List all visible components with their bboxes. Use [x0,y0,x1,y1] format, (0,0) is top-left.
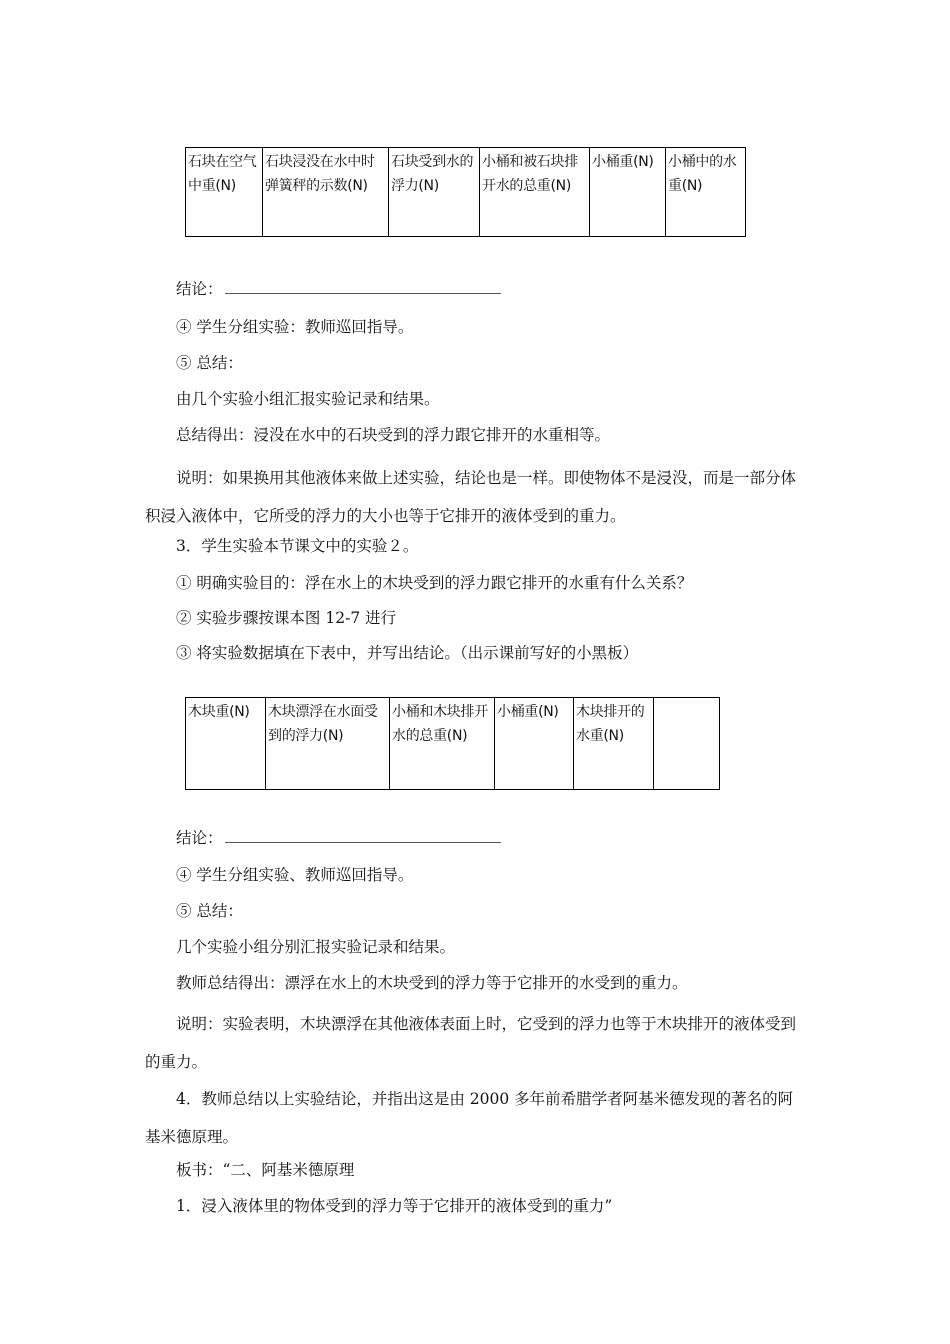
paragraph: 1．浸入液体里的物体受到的浮力等于它排开的液体受到的重力” [176,1197,613,1215]
paragraph: ⑤ 总结： [176,354,243,372]
conclusion-label: 结论： [176,280,223,298]
paragraph: ② 实验步骤按课本图 12-7 进行 [176,609,397,627]
table-header-cell: 木块漂浮在水面受到的浮力(N) [266,698,390,790]
paragraph: 3．学生实验本节课文中的实验２。 [176,537,419,555]
data-table-wood [185,697,720,790]
table-row [186,698,720,790]
paragraph: ⑤ 总结： [176,902,243,920]
paragraph: ③ 将实验数据填在下表中，并写出结论。（出示课前写好的小黑板） [176,644,639,662]
table-header-cell: 石块浸没在水中时弹簧秤的示数(N) [263,148,389,237]
conclusion-label: 结论： [176,829,223,847]
paragraph: ① 明确实验目的：浮在水上的木块受到的浮力跟它排开的水重有什么关系？ [176,574,693,592]
paragraph: 说明：实验表明，木块漂浮在其他液体表面上时，它受到的浮力也等于木块排开的液体受到的重力。 [145,1015,797,1071]
table-header-cell: 石块受到水的浮力(N) [389,148,480,237]
answer-blank [225,279,501,294]
paragraph: 4．教师总结以上实验结论，并指出这是由 2000 多年前希腊学者阿基米德发现的著名的阿基米德原理。 [145,1090,794,1146]
table-header-cell [654,698,720,790]
table-header-cell: 木块排开的水重(N) [574,698,654,790]
paragraph: 教师总结得出：漂浮在水上的木块受到的浮力等于它排开的水受到的重力。 [176,974,688,992]
paragraph: 由几个实验小组汇报实验记录和结果。 [176,390,440,408]
paragraph: 板书：“二、阿基米德原理 [176,1161,355,1179]
conclusion-line-1 [176,277,501,299]
table-row [186,148,746,237]
conclusion-line-2 [176,826,501,848]
table-header-cell: 石块在空气中重(N) [186,148,263,237]
table-header-cell: 小桶重(N) [590,148,666,237]
paragraph: ④ 学生分组实验：教师巡回指导。 [176,318,414,336]
paragraph: ④ 学生分组实验、教师巡回指导。 [176,866,414,884]
table-header-cell: 小桶和被石块排开水的总重(N) [480,148,590,237]
paragraph: 几个实验小组分别汇报实验记录和结果。 [176,938,456,956]
table-header-cell: 小桶重(N) [495,698,574,790]
table-header-cell: 木块重(N) [186,698,266,790]
paragraph: 说明：如果换用其他液体来做上述实验，结论也是一样。即使物体不是浸没，而是一部分体积浸入液体中，它所受的浮力的大小也等于它排开的液体受到的重力。 [145,469,797,525]
answer-blank [225,828,501,843]
table-header-cell: 小桶和木块排开水的总重(N) [390,698,495,790]
table-header-cell: 小桶中的水重(N) [666,148,746,237]
data-table-stone [185,147,746,237]
paragraph: 总结得出：浸没在水中的石块受到的浮力跟它排开的水重相等。 [176,426,611,444]
